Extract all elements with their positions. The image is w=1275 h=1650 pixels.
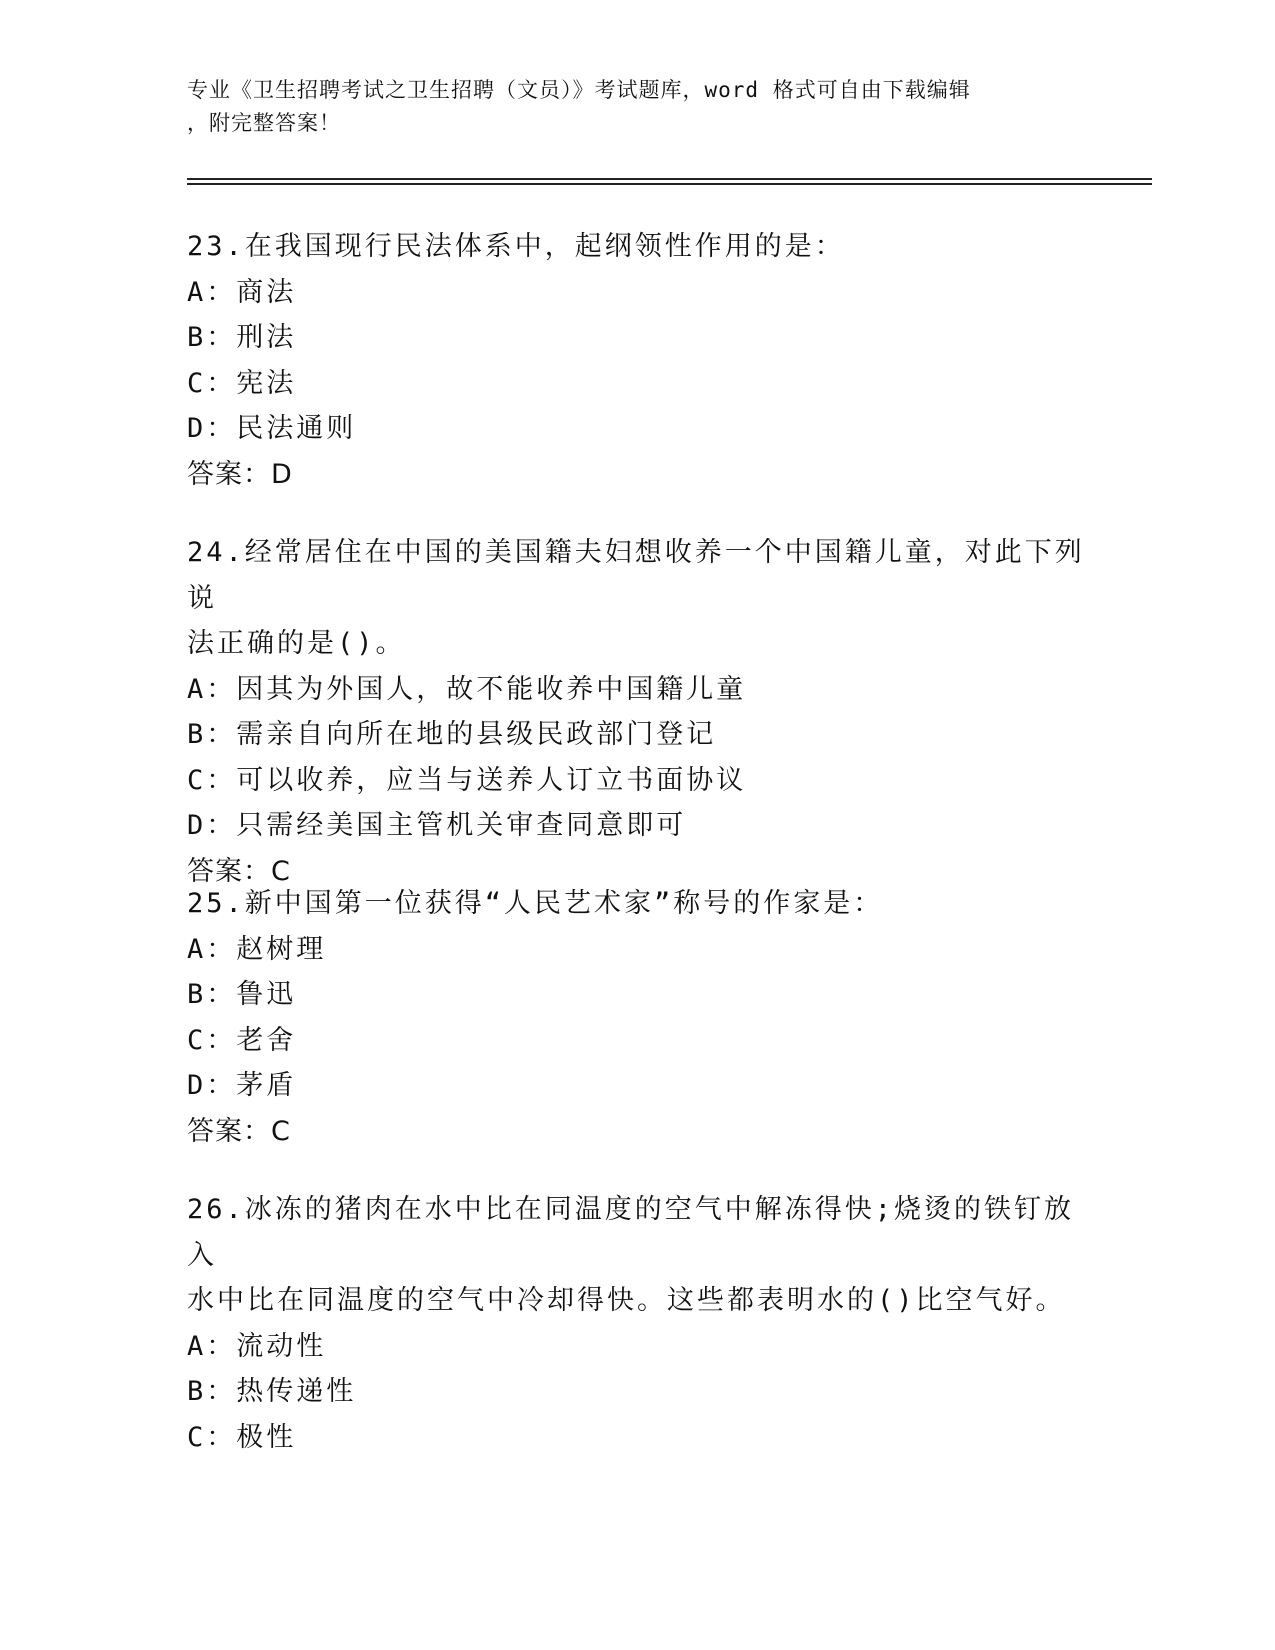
header-line-1: 专业《卫生招聘考试之卫生招聘（文员）》考试题库，word 格式可自由下载编辑 bbox=[187, 78, 971, 102]
option-d: D：只需经美国主管机关审查同意即可 bbox=[187, 810, 687, 841]
question-stem: 23.在我国现行民法体系中，起纲领性作用的是： bbox=[187, 231, 845, 262]
option-a: A：因其为外国人，故不能收养中国籍儿童 bbox=[187, 673, 747, 705]
document-header bbox=[187, 74, 1087, 140]
option-d: D：民法通则 bbox=[187, 413, 357, 444]
option-d: D：茅盾 bbox=[187, 1070, 297, 1101]
option-a: A：商法 bbox=[187, 276, 297, 308]
option-b: B：热传递性 bbox=[187, 1376, 357, 1407]
question-stem: 25.新中国第一位获得“人民艺术家”称号的作家是： bbox=[187, 888, 884, 919]
option-b: B：鲁迅 bbox=[187, 979, 297, 1010]
question-26 bbox=[187, 1187, 1087, 1460]
option-b: B：刑法 bbox=[187, 322, 297, 353]
question-stem-line-1: 24.经常居住在中国的美国籍夫妇想收养一个中国籍儿童，对此下列说 bbox=[187, 537, 1085, 614]
question-stem-line-2: 水中比在同温度的空气中冷却得快。这些都表明水的()比空气好。 bbox=[187, 1285, 1066, 1316]
option-c: C：宪法 bbox=[187, 367, 297, 399]
question-stem-line-1: 26.冰冻的猪肉在水中比在同温度的空气中解冻得快;烧烫的铁钉放入 bbox=[187, 1194, 1075, 1271]
question-23 bbox=[187, 224, 1087, 497]
question-25 bbox=[187, 881, 1087, 1154]
header-divider-bottom bbox=[187, 183, 1152, 185]
option-c: C：老舍 bbox=[187, 1024, 297, 1056]
header-line-2: ，附完整答案！ bbox=[187, 111, 341, 135]
option-a: A：赵树理 bbox=[187, 933, 327, 965]
option-a: A：流动性 bbox=[187, 1330, 327, 1362]
option-c: C：极性 bbox=[187, 1421, 297, 1453]
option-c: C：可以收养，应当与送养人订立书面协议 bbox=[187, 764, 747, 796]
answer: 答案：C bbox=[187, 1115, 291, 1147]
answer: 答案：D bbox=[187, 458, 293, 490]
question-stem-line-2: 法正确的是()。 bbox=[187, 628, 406, 659]
header-divider-top bbox=[187, 178, 1152, 180]
answer: 答案：C bbox=[187, 855, 291, 887]
question-24 bbox=[187, 530, 1087, 894]
option-b: B：需亲自向所在地的县级民政部门登记 bbox=[187, 719, 717, 750]
